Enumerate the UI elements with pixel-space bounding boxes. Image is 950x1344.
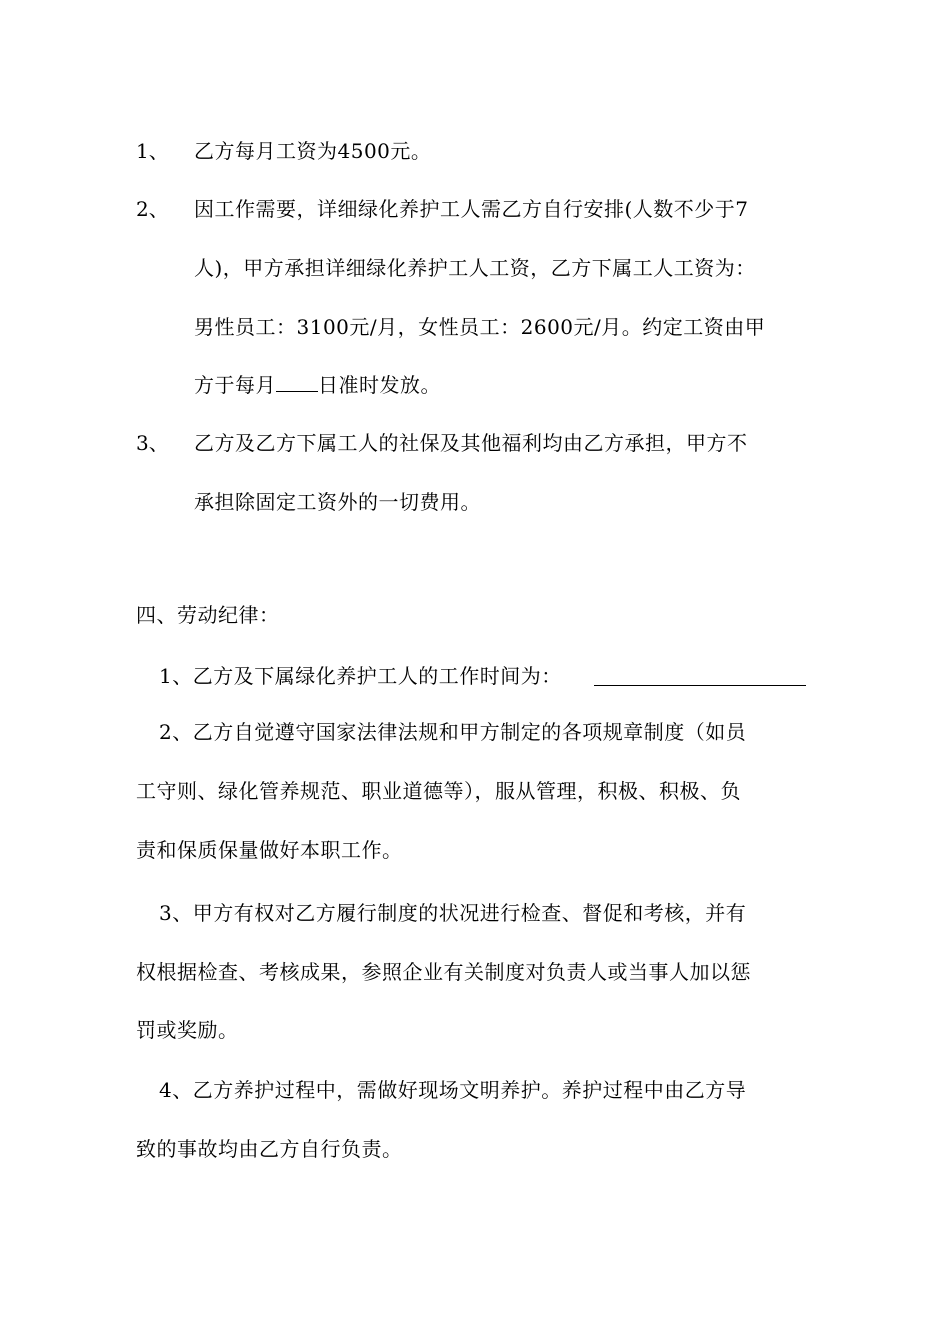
discipline-para-2-line-1: 2、乙方自觉遵守国家法律法规和甲方制定的各项规章制度（如员 [159, 720, 747, 744]
discipline-para-3-line-3: 罚或奖励。 [136, 1018, 239, 1042]
item-2-line-1: 因工作需要，详细绿化养护工人需乙方自行安排(人数不少于7 [194, 197, 749, 221]
item-1-number: 1、 [136, 139, 169, 163]
item-2-line-4-prefix: 方于每月 [194, 373, 276, 397]
discipline-para-2-line-2: 工守则、绿化管养规范、职业道德等），服从管理，积极、积极、负 [136, 779, 741, 803]
item-2-line-3: 男性员工：3100元/月，女性员工：2600元/月。约定工资由甲 [194, 315, 766, 339]
work-hours-blank [594, 684, 806, 686]
discipline-para-3-line-1: 3、甲方有权对乙方履行制度的状况进行检查、督促和考核，并有 [159, 901, 747, 925]
item-3-line-2: 承担除固定工资外的一切费用。 [194, 490, 481, 514]
item-2-line-2: 人)，甲方承担详细绿化养护工人工资，乙方下属工人工资为： [194, 256, 756, 280]
item-2-number: 2、 [136, 197, 169, 221]
discipline-para-4-line-2: 致的事故均由乙方自行负责。 [136, 1137, 403, 1161]
item-2-line-4 [194, 371, 441, 399]
discipline-para-2-line-3: 责和保质保量做好本职工作。 [136, 838, 403, 862]
discipline-para-4-line-1: 4、乙方养护过程中，需做好现场文明养护。养护过程中由乙方导 [159, 1078, 747, 1102]
item-1-text: 乙方每月工资为4500元。 [194, 139, 432, 163]
pay-day-blank [276, 371, 318, 392]
discipline-para-1: 1、乙方及下属绿化养护工人的工作时间为： [159, 664, 562, 688]
section-heading-labor-discipline: 四、劳动纪律： [136, 603, 280, 627]
item-3-number: 3、 [136, 431, 169, 455]
item-2-line-4-suffix: 日准时发放。 [318, 373, 441, 397]
item-3-line-1: 乙方及乙方下属工人的社保及其他福利均由乙方承担，甲方不 [194, 431, 748, 455]
discipline-para-3-line-2: 权根据检查、考核成果，参照企业有关制度对负责人或当事人加以惩 [136, 960, 751, 984]
